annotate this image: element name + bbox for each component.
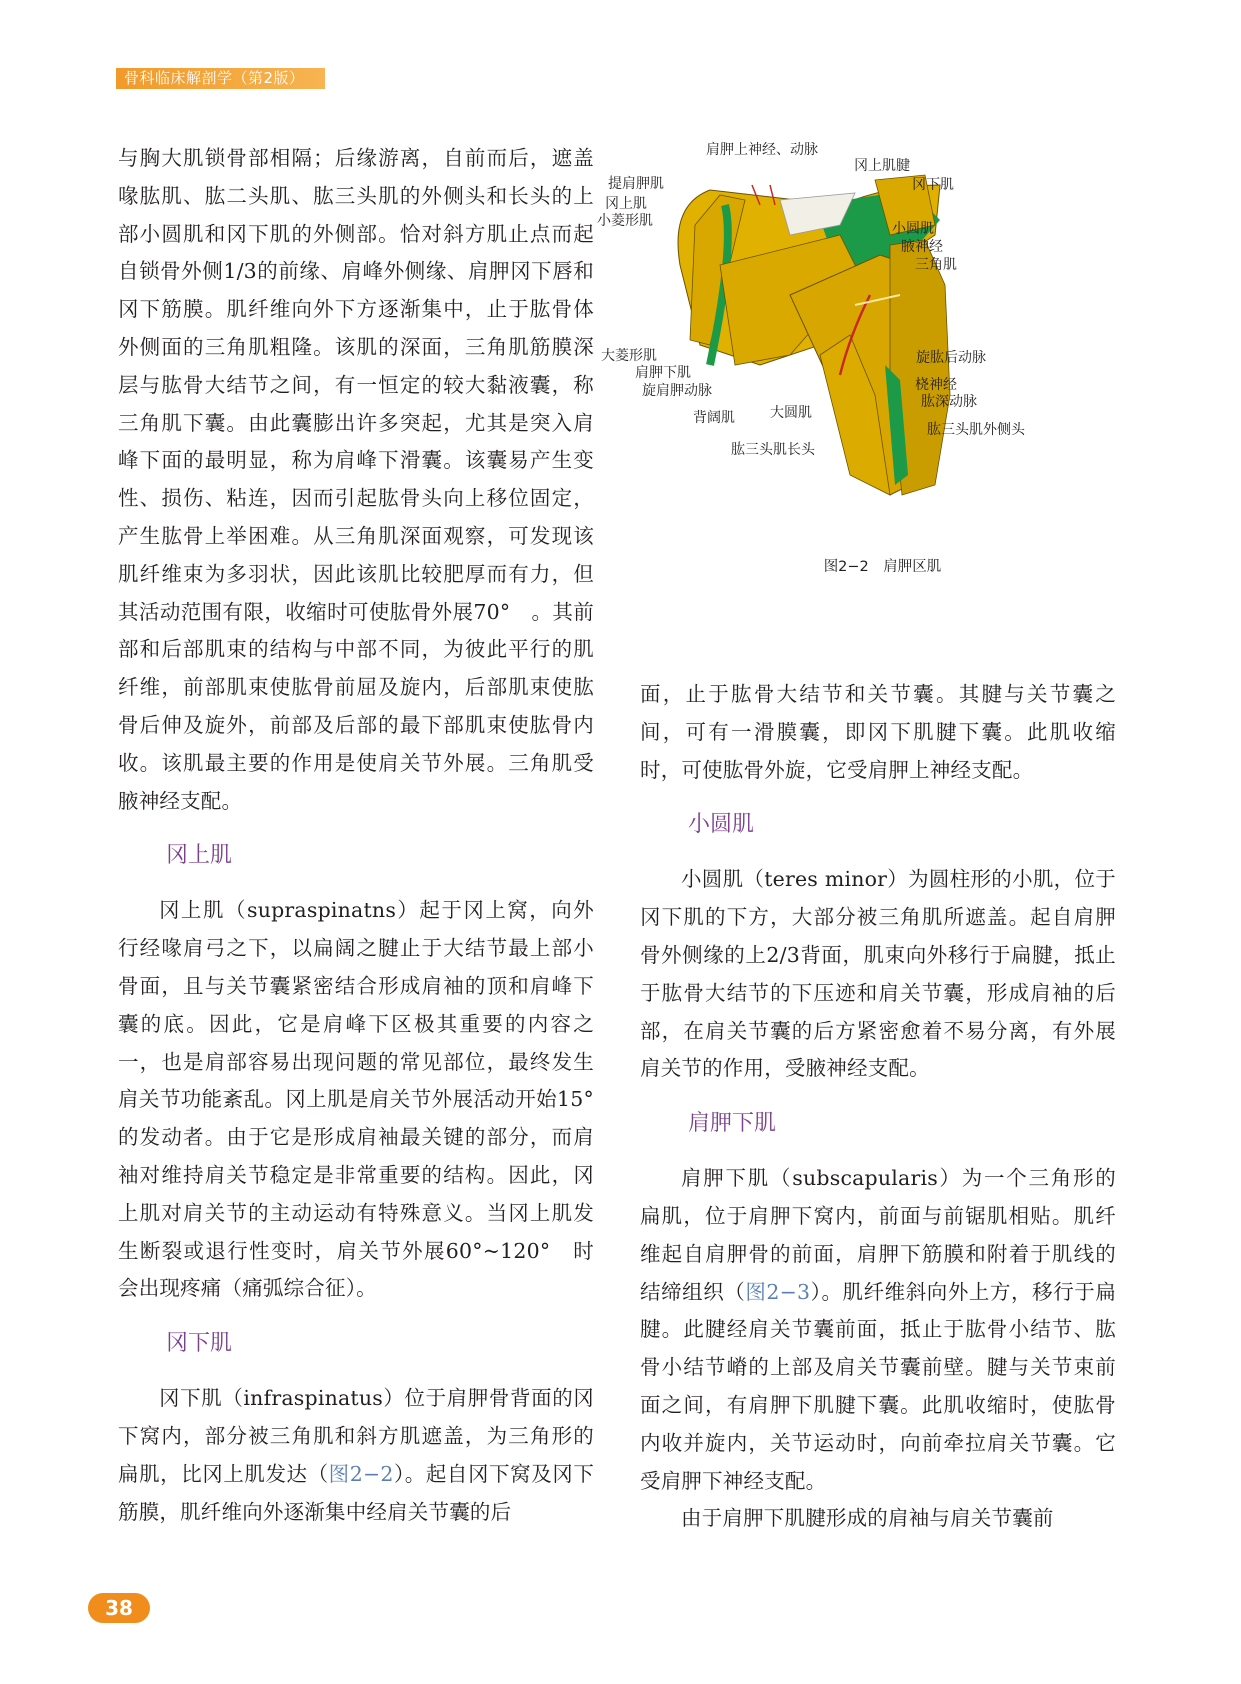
left-column <box>118 140 615 1531</box>
section-heading-infraspinatus: 冈下肌 <box>166 1331 233 1357</box>
page-number: 38 <box>88 1593 150 1623</box>
anatomy-illustration <box>640 145 1120 545</box>
paragraph-teres-minor: 小圆肌（teres minor）为圆柱形的小肌，位于冈下肌的下方，大部分被三角肌所遮盖。起自肩胛骨外侧缘的上2/3背面，肌束向外移行于扁腱，抵止于肱骨大结节的下压迹和肩关节囊，形成肩袖的后部，在肩关节囊的后方紧密愈着不易分离，有外展肩关节的作用，受腋神经支配。 <box>640 867 1116 1081</box>
label-supraspinatus-tendon: 冈上肌腱 <box>854 158 910 174</box>
book-title-tag: 骨科临床解剖学（第2版） <box>116 68 325 89</box>
paragraph-supraspinatus: 冈上肌（supraspinatns）起于冈上窝，向外行经喙肩弓之下，以扁阔之腱止于大结节最上部小骨面，且与关节囊紧密结合形成肩袖的顶和肩峰下囊的底。因此，它是肩峰下区极其重要的内容之一，也是肩部容易出现问题的常见部位，最终发生肩关节功能紊乱。冈上肌是肩关节外展活动开始15° 的发动者。由于它是形成肩袖最关键的部分，而肩袖对维持肩关节稳定是非常重要的结构。因此，冈上肌对肩关节的主动运动有特殊意义。当冈上肌发生断裂或退行性变时，肩关节外展60°~120° 时会出现疼痛（痛弧综合征）。 <box>118 898 615 1301</box>
figure-ref-2-2[interactable]: 图2−2 <box>328 1461 394 1486</box>
section-heading-subscapularis: 肩胛下肌 <box>688 1111 777 1137</box>
label-axillary-nerve: 腋神经 <box>901 239 943 255</box>
label-levator-scapulae: 提肩胛肌 <box>608 176 664 192</box>
paragraph-last: 由于肩胛下肌腱形成的肩袖与肩关节囊前 <box>681 1506 1054 1531</box>
figure-caption: 图2−2 肩胛区肌 <box>823 559 942 575</box>
figure-ref-2-3[interactable]: 图2−3 <box>745 1279 811 1304</box>
label-rhomboid-minor: 小菱形肌 <box>597 213 653 229</box>
text: 冈下肌（infraspinatus）位于肩胛骨背面的冈下窝内，部分被三角肌和斜方肌遮盖，为三角形的扁肌，比冈上肌发达（ <box>118 1386 594 1486</box>
paragraph-infraspinatus-continued: 面，止于肱骨大结节和关节囊。其腱与关节囊之间，可有一滑膜囊，即冈下肌腱下囊。此肌收缩时，可使肱骨外旋，它受肩胛上神经支配。 <box>640 682 1116 782</box>
paragraph-subscapularis <box>640 1160 1116 1500</box>
label-posterior-circumflex-humeral-artery: 旋肱后动脉 <box>916 350 986 366</box>
paragraph-infraspinatus <box>118 1380 594 1531</box>
label-rhomboid-major: 大菱形肌 <box>601 348 657 364</box>
label-suprascapular-nerve-artery: 肩胛上神经、动脉 <box>706 142 818 158</box>
label-radial-nerve: 桡神经 <box>915 377 957 393</box>
label-subscapularis: 肩胛下肌 <box>635 365 691 381</box>
label-triceps-long-head: 肱三头肌长头 <box>731 442 815 458</box>
label-supraspinatus: 冈上肌 <box>605 196 647 212</box>
text: 肩胛下肌（subscapularis）为一个三角形的扁肌，位于肩胛下窝内，前面与前锯肌相贴。肌纤维起自肩胛骨的前面，肩胛下筋膜和附着于肌线的结缔组织（ <box>640 1166 1116 1304</box>
text: ）。起自冈下窝及冈下筋膜，肌纤维向外逐渐集中经肩关节囊的后 <box>118 1461 595 1524</box>
label-infraspinatus: 冈下肌 <box>912 177 954 193</box>
label-triceps-lateral-head: 肱三头肌外侧头 <box>927 422 1025 438</box>
figure-scapular-muscles <box>597 142 1120 575</box>
label-deep-brachial-artery: 肱深动脉 <box>921 394 977 410</box>
right-column <box>640 676 1116 1538</box>
label-deltoid: 三角肌 <box>915 257 957 273</box>
label-circumflex-scapular-artery: 旋肩胛动脉 <box>642 383 712 399</box>
label-teres-major: 大圆肌 <box>770 405 812 421</box>
label-latissimus-dorsi: 背阔肌 <box>693 410 735 426</box>
text: ）。肌纤维斜向外上方，移行于扁腱。此腱经肩关节囊前面，抵止于肱骨小结节、肱骨小结节嵴的上部及肩关节囊前壁。腱与关节束前面之间，有肩胛下肌腱下囊。此肌收缩时，使肱骨内收并旋内，关节运动时，向前牵拉肩关节囊。它受肩胛下神经支配。 <box>640 1279 1117 1493</box>
section-heading-supraspinatus: 冈上肌 <box>166 843 233 869</box>
section-heading-teres-minor: 小圆肌 <box>688 812 755 838</box>
paragraph-deltoid: 与胸大肌锁骨部相隔；后缘游离，自前而后，遮盖喙肱肌、肱二头肌、肱三头肌的外侧头和长头的上部小圆肌和冈下肌的外侧部。恰对斜方肌止点而起自锁骨外侧1/3的前缘、肩峰外侧缘、肩胛冈下唇和冈下筋膜。肌纤维向外下方逐渐集中，止于肱骨体外侧面的三角肌粗隆。该肌的深面，三角肌筋膜深层与肱骨大结节之间，有一恒定的较大黏液囊，称三角肌下囊。由此囊膨出许多突起，尤其是突入肩峰下面的最明显，称为肩峰下滑囊。该囊易产生变性、损伤、粘连，因而引起肱骨头向上移位固定，产生肱骨上举困难。从三角肌深面观察，可发现该肌纤维束为多羽状，因此该肌比较肥厚而有力，但其活动范围有限，收缩时可使肱骨外展70° 。其前部和后部肌束的结构与中部不同，为彼此平行的肌纤维，前部肌束使肱骨前屈及旋内，后部肌束使肱骨后伸及旋外，前部及后部的最下部肌束使肱骨内收。该肌最主要的作用是使肩关节外展。三角肌受腋神经支配。 <box>118 146 594 813</box>
label-teres-minor: 小圆肌 <box>892 221 934 237</box>
